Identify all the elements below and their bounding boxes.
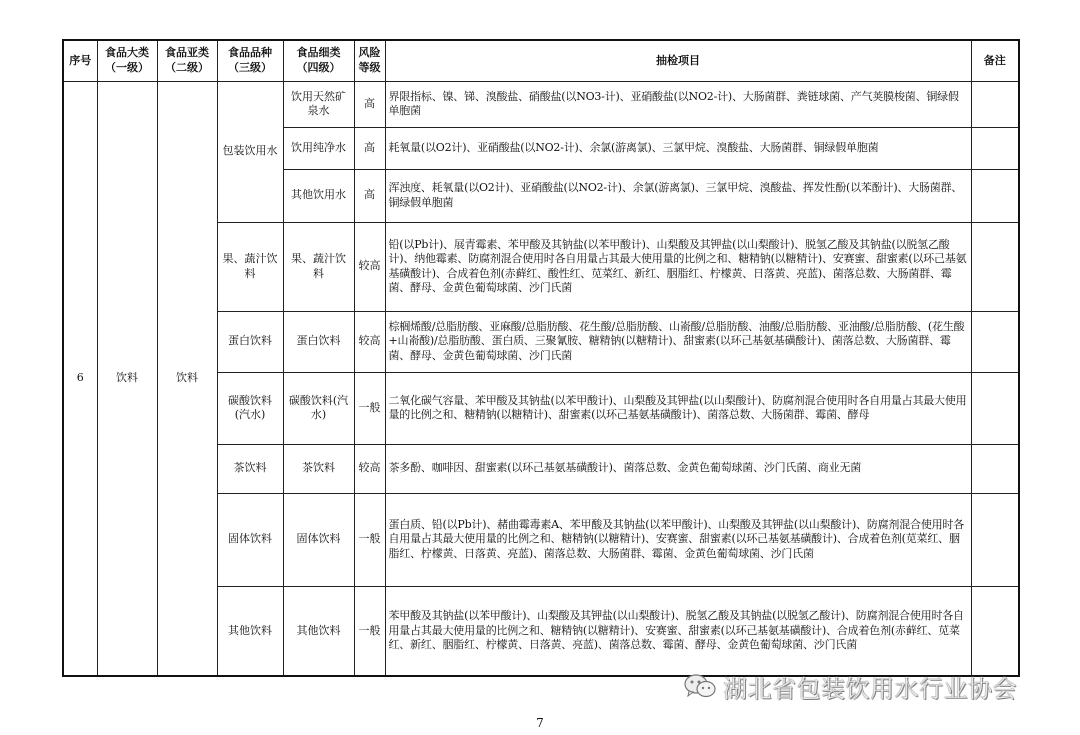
risk-cell: 较高 [354, 311, 385, 372]
category1-cell: 饮料 [97, 81, 157, 676]
type-cell: 固体饮料 [217, 493, 283, 586]
header-seq: 序号 [63, 40, 97, 81]
type-cell: 碳酸饮料(汽水) [217, 372, 283, 444]
subtype-cell: 其他饮料 [283, 586, 354, 676]
items-cell: 浑浊度、耗氧量(以O2计)、亚硝酸盐(以NO2-计)、余氯(游离氯)、三氯甲烷、溴酸盐、挥发性酚(以苯酚计)、大肠菌群、铜绿假单胞菌 [385, 169, 971, 222]
header-risk: 风险 等级 [354, 40, 385, 81]
header-cat3: 食品品种 （三级） [217, 40, 283, 81]
risk-cell: 高 [354, 127, 385, 169]
subtype-cell: 固体饮料 [283, 493, 354, 586]
subtype-cell: 饮用纯净水 [283, 127, 354, 169]
note-cell [971, 493, 1019, 586]
subtype-cell: 茶饮料 [283, 444, 354, 493]
subtype-cell: 碳酸饮料(汽水) [283, 372, 354, 444]
type-cell: 包装饮用水 [217, 81, 283, 222]
inspection-table [62, 39, 1020, 677]
note-cell [971, 169, 1019, 222]
subtype-cell: 其他饮用水 [283, 169, 354, 222]
header-note: 备注 [971, 40, 1019, 81]
header-row [63, 40, 1019, 81]
items-cell: 蛋白质、铅(以Pb计)、赭曲霉毒素A、苯甲酸及其钠盐(以苯甲酸计)、山梨酸及其钾盐(以山梨酸计)、防腐剂混合使用时各自用量占其最大使用量的比例之和、糖精钠(以糖精计)、安赛蜜、甜蜜素(以环己基氨基磺酸计)、合成着色剂(苋菜红、胭脂红、柠檬黄、日落黄、亮蓝)、菌落总数、大肠菌群、霉菌、金黄色葡萄球菌、沙门氏菌 [385, 493, 971, 586]
type-cell: 其他饮料 [217, 586, 283, 676]
header-cat1: 食品大类 （一级） [97, 40, 157, 81]
seq-cell: 6 [63, 81, 97, 676]
note-cell [971, 222, 1019, 311]
watermark-text: 湖北省包装饮用水行业协会 [723, 674, 1017, 703]
note-cell [971, 81, 1019, 127]
note-cell [971, 586, 1019, 676]
header-cat2: 食品亚类 （二级） [157, 40, 217, 81]
subtype-cell: 饮用天然矿泉水 [283, 81, 354, 127]
risk-cell: 较高 [354, 444, 385, 493]
items-cell: 棕榈烯酸/总脂肪酸、亚麻酸/总脂肪酸、花生酸/总脂肪酸、山嵛酸/总脂肪酸、油酸/总脂肪酸、亚油酸/总脂肪酸、(花生酸+山嵛酸)/总脂肪酸、蛋白质、三聚氰胺、糖精钠(以糖精计)、甜蜜素(以环己基氨基磺酸计)、菌落总数、大肠菌群、霉菌、酵母、金黄色葡萄球菌、沙门氏菌 [385, 311, 971, 372]
risk-cell: 一般 [354, 493, 385, 586]
subtype-cell: 蛋白饮料 [283, 311, 354, 372]
category2-cell: 饮料 [157, 81, 217, 676]
page-number: 7 [536, 716, 544, 730]
note-cell [971, 311, 1019, 372]
items-cell: 耗氧量(以O2计)、亚硝酸盐(以NO2-计)、余氯(游离氯)、三氯甲烷、溴酸盐、大肠菌群、铜绿假单胞菌 [385, 127, 971, 169]
risk-cell: 高 [354, 169, 385, 222]
items-cell: 茶多酚、咖啡因、甜蜜素(以环己基氨基磺酸计)、菌落总数、金黄色葡萄球菌、沙门氏菌、商业无菌 [385, 444, 971, 493]
items-cell: 二氧化碳气容量、苯甲酸及其钠盐(以苯甲酸计)、山梨酸及其钾盐(以山梨酸计)、防腐剂混合使用时各自用量占其最大使用量的比例之和、糖精钠(以糖精计)、甜蜜素(以环己基氨基磺酸计)、菌落总数、大肠菌群、霉菌、酵母 [385, 372, 971, 444]
type-cell: 果、蔬汁饮料 [217, 222, 283, 311]
items-cell: 苯甲酸及其钠盐(以苯甲酸计)、山梨酸及其钾盐(以山梨酸计)、脱氢乙酸及其钠盐(以脱氢乙酸计)、防腐剂混合使用时各自用量占其最大使用量的比例之和、糖精钠(以糖精计)、安赛蜜、甜蜜素(以环己基氨基磺酸计)、合成着色剂(赤藓红、苋菜红、新红、胭脂红、柠檬黄、日落黄、亮蓝)、菌落总数、霉菌、酵母、金黄色葡萄球菌、沙门氏菌 [385, 586, 971, 676]
risk-cell: 较高 [354, 222, 385, 311]
table-row [63, 81, 1019, 127]
type-cell: 蛋白饮料 [217, 311, 283, 372]
subtype-cell: 果、蔬汁饮料 [283, 222, 354, 311]
header-items: 抽检项目 [385, 40, 971, 81]
note-cell [971, 127, 1019, 169]
risk-cell: 一般 [354, 372, 385, 444]
note-cell [971, 372, 1019, 444]
type-cell: 茶饮料 [217, 444, 283, 493]
items-cell: 界限指标、镍、锑、溴酸盐、硝酸盐(以NO3-计)、亚硝酸盐(以NO2-计)、大肠菌群、粪链球菌、产气荚膜梭菌、铜绿假单胞菌 [385, 81, 971, 127]
wechat-icon [683, 672, 717, 700]
header-cat4: 食品细类 （四级） [283, 40, 354, 81]
watermark [683, 670, 1017, 702]
items-cell: 铅(以Pb计)、展青霉素、苯甲酸及其钠盐(以苯甲酸计)、山梨酸及其钾盐(以山梨酸计)、脱氢乙酸及其钠盐(以脱氢乙酸计)、纳他霉素、防腐剂混合使用时各自用量占其最大使用量的比例之和、糖精钠(以糖精计)、安赛蜜、甜蜜素(以环己基氨基磺酸计)、合成着色剂(赤藓红、酸性红、苋菜红、新红、胭脂红、柠檬黄、日落黄、亮蓝)、菌落总数、大肠菌群、霉菌、酵母、金黄色葡萄球菌、沙门氏菌 [385, 222, 971, 311]
note-cell [971, 444, 1019, 493]
risk-cell: 高 [354, 81, 385, 127]
risk-cell: 一般 [354, 586, 385, 676]
